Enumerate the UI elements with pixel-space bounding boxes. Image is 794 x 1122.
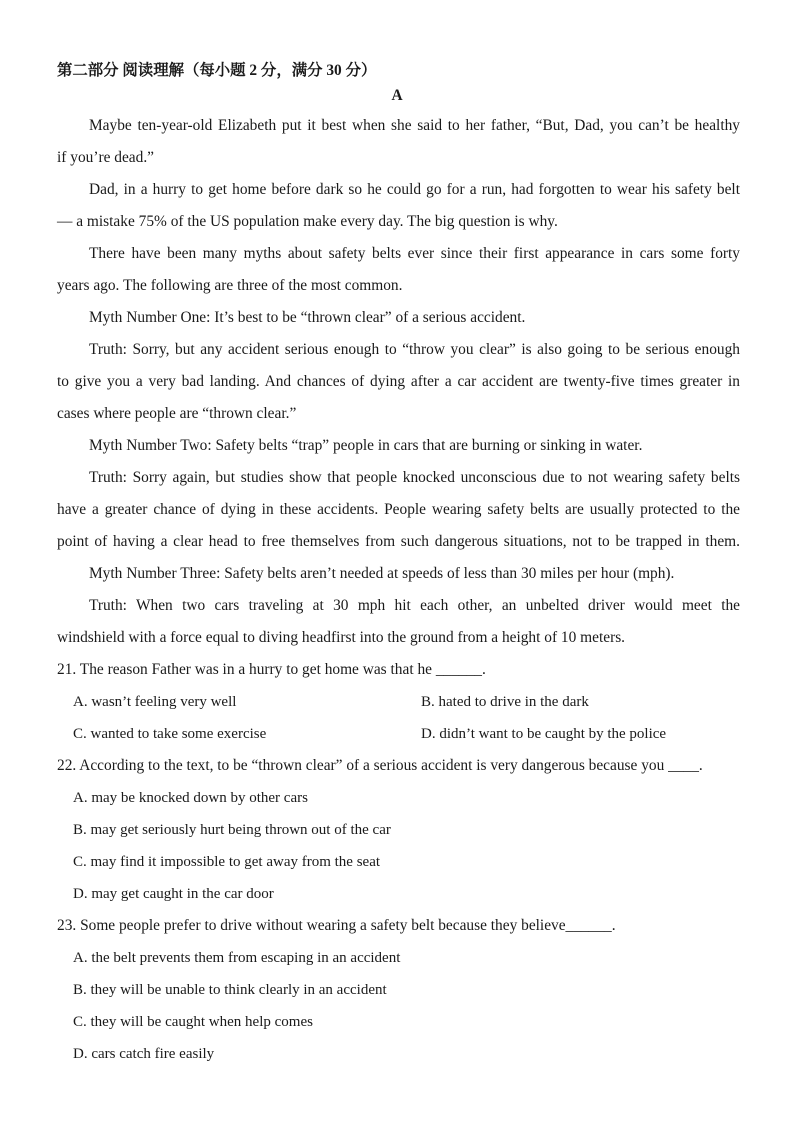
question-22-stem: 22. According to the text, to be “thrown clear” of a serious accident is very dangerous because you ____.	[57, 757, 703, 774]
question-22-option-b[interactable]: B. may get seriously hurt being thrown out of the car	[73, 822, 391, 838]
truth-two-cont: have a greater chance of dying in these accidents. People wearing safety belts are usually protected to the	[57, 501, 740, 518]
question-23-option-a[interactable]: A. the belt prevents them from escaping in an accident	[73, 950, 401, 966]
truth-one-end: cases where people are “thrown clear.”	[57, 405, 297, 422]
myth-two: Myth Number Two: Safety belts “trap” people in cars that are burning or sinking in water.	[89, 437, 643, 454]
passage-paragraph-3-cont: years ago. The following are three of the most common.	[57, 277, 403, 294]
truth-one: Truth: Sorry, but any accident serious enough to “throw you clear” is also going to be serious enough	[89, 341, 740, 358]
question-21-option-c[interactable]: C. wanted to take some exercise	[73, 726, 267, 742]
question-21-option-a[interactable]: A. wasn’t feeling very well	[73, 694, 237, 710]
question-23-stem: 23. Some people prefer to drive without wearing a safety belt because they believe______.	[57, 917, 616, 934]
question-22-option-d[interactable]: D. may get caught in the car door	[73, 886, 274, 902]
passage-paragraph-1-cont: if you’re dead.”	[57, 149, 154, 166]
truth-three-cont: windshield with a force equal to diving headfirst into the ground from a height of 10 meters.	[57, 629, 626, 646]
question-21-option-d[interactable]: D. didn’t want to be caught by the police	[421, 726, 667, 742]
question-23-option-c[interactable]: C. they will be caught when help comes	[73, 1014, 313, 1030]
truth-one-cont: to give you a very bad landing. And chances of dying after a car accident are twenty-five times greater in	[57, 373, 740, 390]
passage-paragraph-3: There have been many myths about safety belts ever since their first appearance in cars some forty	[89, 245, 740, 262]
passage-paragraph-1: Maybe ten-year-old Elizabeth put it best when she said to her father, “But, Dad, you can’t be healthy	[89, 117, 740, 134]
passage-label: A	[391, 87, 403, 104]
truth-three: Truth: When two cars traveling at 30 mph hit each other, an unbelted driver would meet the	[89, 597, 740, 614]
passage-paragraph-2-cont: — a mistake 75% of the US population make every day. The big question is why.	[57, 213, 558, 230]
question-22-option-c[interactable]: C. may find it impossible to get away from the seat	[73, 854, 381, 870]
section-heading: 第二部分 阅读理解（每小题 2 分，满分 30 分）	[57, 62, 377, 79]
question-22-option-a[interactable]: A. may be knocked down by other cars	[73, 790, 308, 806]
myth-one: Myth Number One: It’s best to be “thrown clear” of a serious accident.	[89, 309, 526, 326]
truth-two: Truth: Sorry again, but studies show that people knocked unconscious due to not wearing safety belts	[89, 469, 740, 486]
truth-two-end: point of having a clear head to free themselves from such dangerous situations, not to be trapped in them.	[57, 533, 740, 550]
question-23-option-b[interactable]: B. they will be unable to think clearly in an accident	[73, 982, 387, 998]
question-23-option-d[interactable]: D. cars catch fire easily	[73, 1046, 215, 1062]
question-21-stem: 21. The reason Father was in a hurry to get home was that he ______.	[57, 661, 486, 678]
passage-paragraph-2: Dad, in a hurry to get home before dark so he could go for a run, had forgotten to wear his safety belt	[89, 181, 740, 198]
myth-three: Myth Number Three: Safety belts aren’t needed at speeds of less than 30 miles per hour (mph).	[89, 565, 675, 582]
question-21-option-b[interactable]: B. hated to drive in the dark	[421, 694, 589, 710]
